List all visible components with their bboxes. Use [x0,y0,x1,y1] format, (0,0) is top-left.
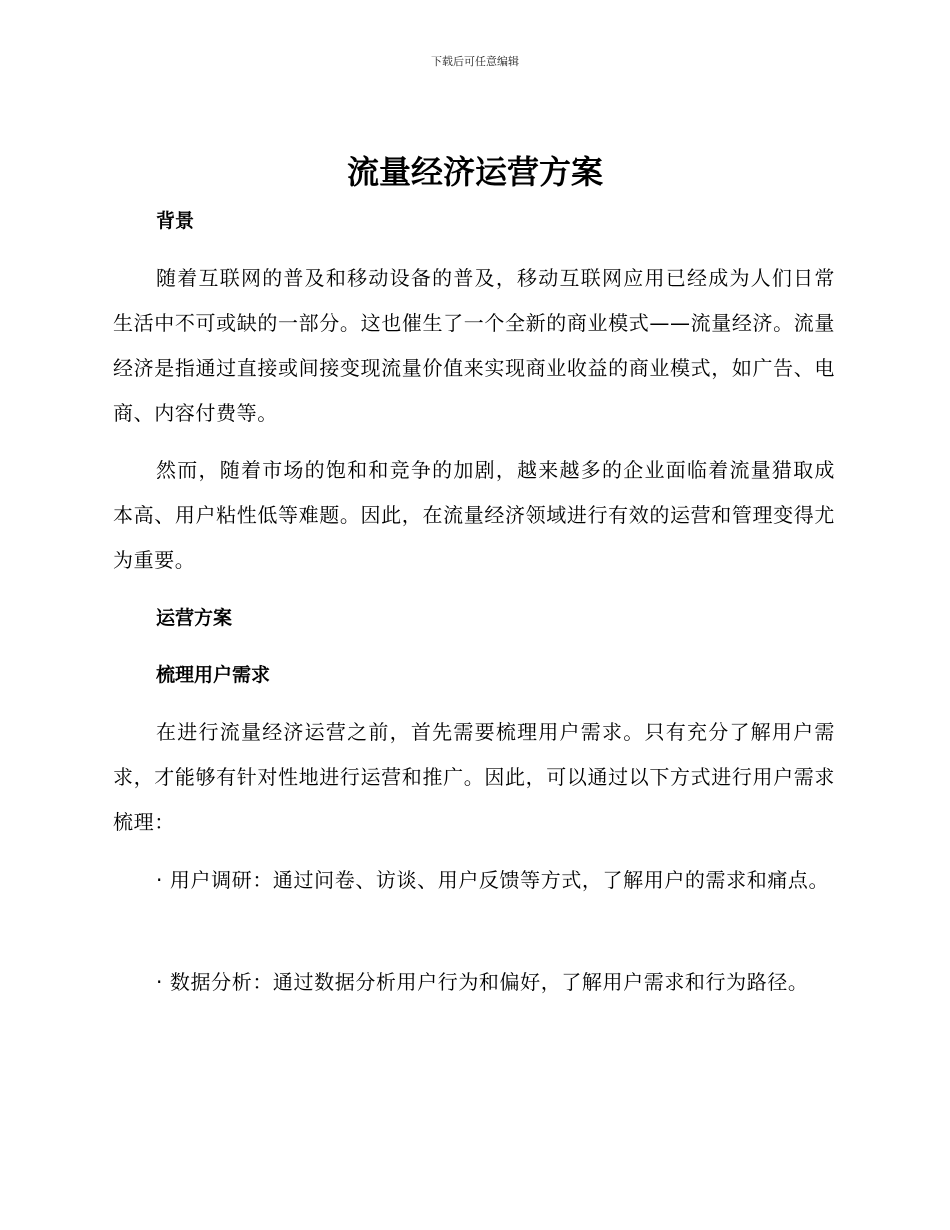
document-title: 流量经济运营方案 [346,153,603,191]
page-header-note: 下载后可任意编辑 [431,55,519,68]
paragraph-background-2: 然而，随着市场的饱和和竞争的加剧，越来越多的企业面临着流量猎取成本高、用户粘性低等难题。因此，在流量经济领域进行有效的运营和管理变得尤为重要。 [113,458,835,572]
section-heading-background: 背景 [156,210,195,232]
paragraph-user-needs-intro: 在进行流量经济运营之前，首先需要梳理用户需求。只有充分了解用户需求，才能够有针对性地进行运营和推广。因此，可以通过以下方式进行用户需求梳理： [113,720,835,834]
section-heading-plan: 运营方案 [156,607,233,629]
subsection-heading-user-needs: 梳理用户需求 [156,664,271,686]
list-item-user-research: · 用户调研：通过问卷、访谈、用户反馈等方式，了解用户的需求和痛点。 [156,868,830,892]
paragraph-background-1: 随着互联网的普及和移动设备的普及，移动互联网应用已经成为人们日常生活中不可或缺的一部分。这也催生了一个全新的商业模式——流量经济。流量经济是指通过直接或间接变现流量价值来实现商业收益的商业模式，如广告、电商、内容付费等。 [113,266,835,425]
list-item-data-analysis: · 数据分析：通过数据分析用户行为和偏好，了解用户需求和行为路径。 [156,970,809,994]
